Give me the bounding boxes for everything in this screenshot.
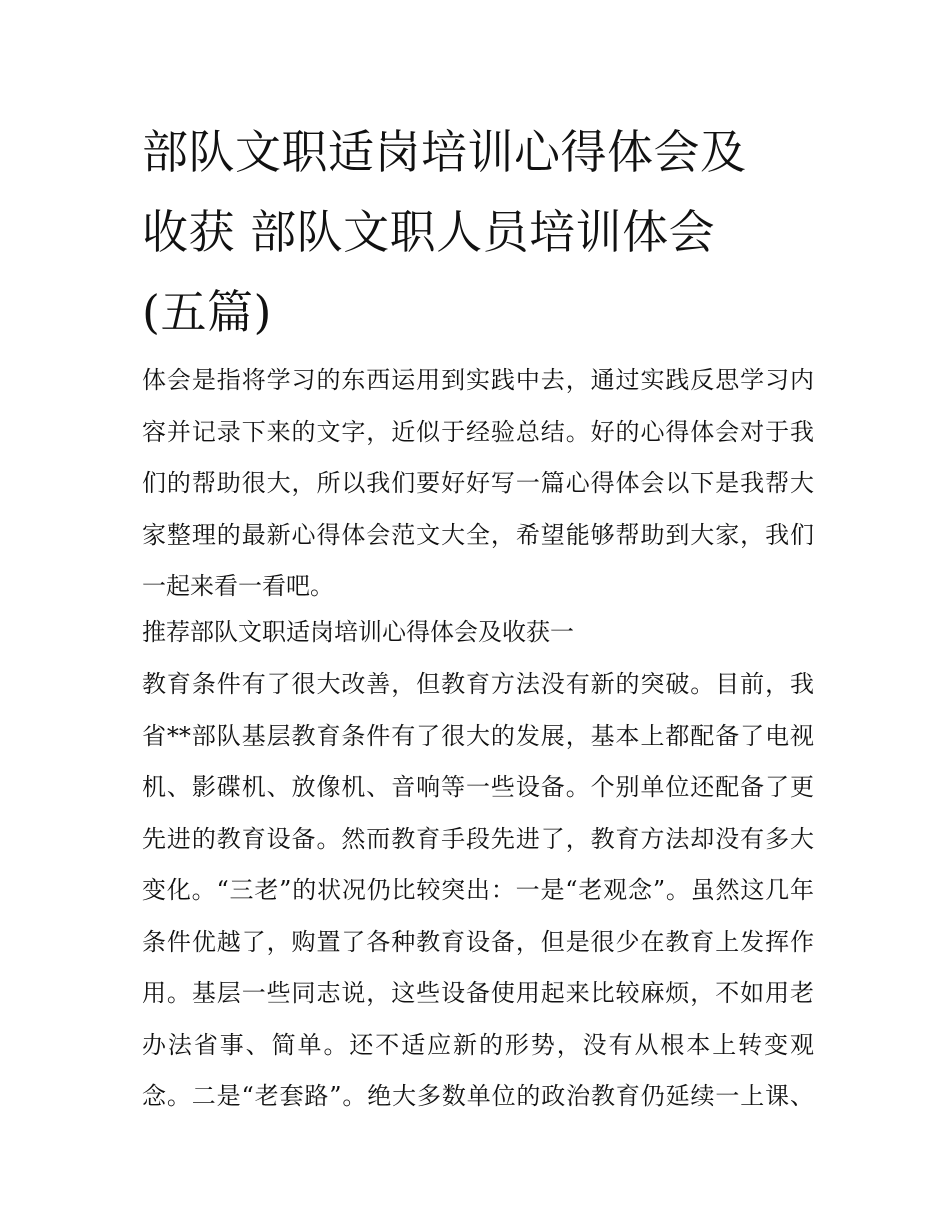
article-line: 教育条件有了很大改善，但教育方法没有新的突破。目前，我 [142, 670, 814, 698]
article-line: 条件优越了，购置了各种教育设备，但是很少在教育上发挥作 [142, 927, 814, 956]
article-line: 变化。“三老”的状况仍比较突出：一是“老观念”。虽然这几年 [142, 876, 814, 904]
article-line: 省**部队基层教育条件有了很大的发展，基本上都配备了电视 [142, 721, 814, 750]
intro-line: 容并记录下来的文字，近似于经验总结。好的心得体会对于我 [142, 417, 814, 446]
article-paragraph [142, 659, 814, 1123]
article-line: 用。基层一些同志说，这些设备使用起来比较麻烦，不如用老 [142, 979, 814, 1007]
article-line: 机、影碟机、放像机、音响等一些设备。个别单位还配备了更 [142, 773, 814, 801]
document-title [142, 112, 822, 352]
title-line: 部队文职适岗培训心得体会及 [142, 125, 747, 179]
intro-paragraph [142, 355, 814, 613]
intro-line: 一起来看一看吧。 [142, 572, 334, 600]
article-line: 先进的教育设备。然而教育手段先进了，教育方法却没有多大 [142, 824, 814, 853]
title-line: 收获 部队文职人员培训体会 [142, 205, 716, 259]
intro-line: 家整理的最新心得体会范文大全，希望能够帮助到大家，我们 [142, 520, 814, 549]
article-line: 办法省事、简单。还不适应新的形势，没有从根本上转变观 [142, 1030, 814, 1059]
section-heading: 推荐部队文职适岗培训心得体会及收获一 [142, 618, 574, 646]
article-line: 念。二是“老套路”。绝大多数单位的政治教育仍延续一上课、 [142, 1082, 814, 1110]
title-line: (五篇) [142, 285, 272, 339]
intro-line: 体会是指将学习的东西运用到实践中去，通过实践反思学习内 [142, 366, 814, 394]
intro-line: 们的帮助很大，所以我们要好好写一篇心得体会以下是我帮大 [142, 469, 814, 497]
